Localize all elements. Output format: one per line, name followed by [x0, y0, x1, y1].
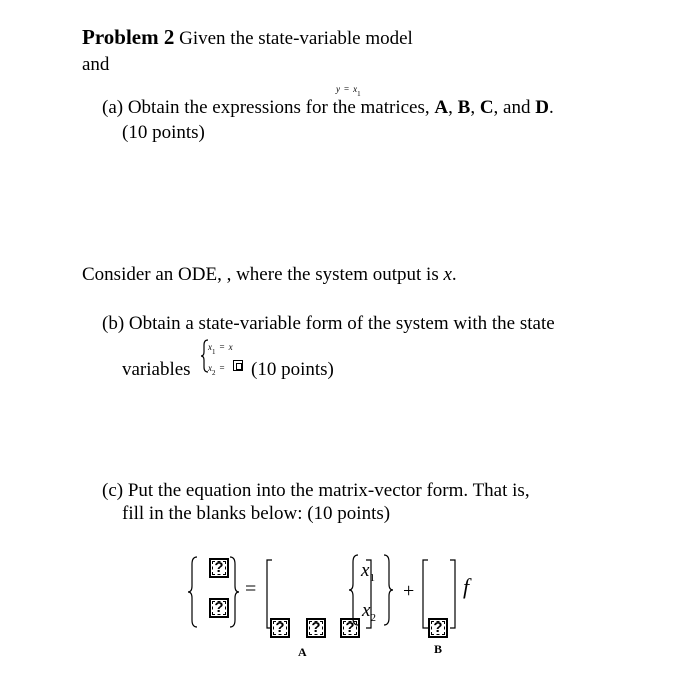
matrix-A-label: A: [434, 97, 449, 118]
state-x1: $x_1$: [361, 560, 375, 584]
matrix-A-blank-2[interactable]: ?: [306, 618, 326, 638]
output-variable: x: [443, 264, 452, 285]
matrix-B-blank[interactable]: ?: [428, 618, 448, 638]
state-def-2: $x_2$ =: [208, 363, 225, 378]
part-a-points: (10 points): [122, 122, 205, 143]
matrix-C-label: C: [479, 97, 494, 118]
matrix-D-label: D: [535, 97, 549, 118]
variables-label: variables: [122, 359, 191, 380]
matrix-A-blank-1[interactable]: ?: [270, 618, 290, 638]
problem-number: Problem 2: [82, 25, 175, 49]
state-right-brace: [383, 554, 393, 626]
input-f: f: [463, 574, 470, 599]
part-b-text: (b) Obtain a state-variable form of the system with the state: [102, 313, 555, 334]
state-def-1: $x_1 = x$: [208, 342, 233, 357]
part-b-points: (10 points): [251, 359, 334, 380]
problem-header: [82, 26, 413, 50]
plus-sign: +: [403, 580, 415, 602]
label-B: B: [434, 642, 443, 656]
matrix-B-label: B: [457, 97, 471, 118]
state-left-brace: [349, 554, 359, 626]
ode-statement: Consider an ODE, , where the system output is x.: [82, 264, 457, 285]
part-a-text: (a) Obtain the expressions for the matrices, A, B, C, and D.: [102, 97, 554, 118]
lhs-right-brace: [229, 556, 239, 628]
state-def-2-placeholder[interactable]: [233, 360, 243, 371]
xdot1-blank[interactable]: ?: [209, 558, 229, 578]
xdot2-blank[interactable]: ?: [209, 598, 229, 618]
part-c-text-line2: fill in the blanks below: (10 points): [122, 503, 391, 524]
matrix-A-blank-3[interactable]: ?: [340, 618, 360, 638]
output-equation: $y = x_1$: [336, 84, 361, 99]
equals-sign: =: [245, 578, 257, 600]
problem-intro: Given the state-variable model: [179, 28, 413, 49]
lhs-left-brace: [188, 556, 198, 628]
part-c-text-line1: (c) Put the equation into the matrix-vector form. That is,: [102, 480, 530, 501]
label-A: A: [298, 645, 307, 659]
and-text: and: [82, 54, 110, 75]
state-x2: $x_2$: [362, 600, 376, 624]
